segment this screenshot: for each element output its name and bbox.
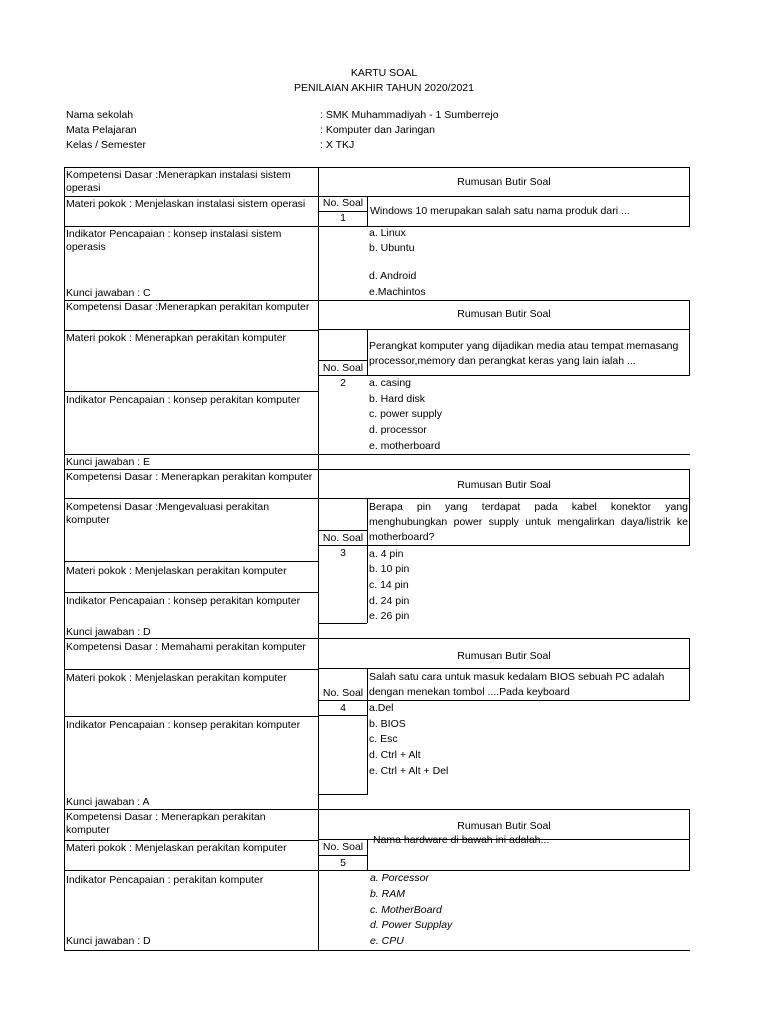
card-3-question-line-3: motherboard?	[369, 531, 435, 543]
card-5-option-e: e. CPU	[370, 935, 404, 947]
card-5-rumusan-label: Rumusan Butir Soal	[457, 820, 551, 832]
card-1-option-b: b. Ubuntu	[369, 242, 415, 254]
info-value-subject: : Komputer dan Jaringan	[320, 124, 435, 136]
card-5-no-soal: 5	[340, 857, 346, 869]
card-5-option-a: a. Porcessor	[370, 872, 429, 884]
card-4-question-line-2: dengan menekan tombol ....Pada keyboard	[369, 686, 570, 698]
card-5-indikator: Indikator Pencapaian : perakitan komputer	[66, 874, 264, 886]
card-3-indikator: Indikator Pencapaian : konsep perakitan komputer	[66, 595, 301, 607]
card-4-option-b: b. BIOS	[369, 718, 406, 730]
card-2-option-a: a. casing	[369, 377, 412, 389]
card-3-option-c: c. 14 pin	[369, 579, 409, 591]
card-2-no-soal-label: No. Soal	[322, 362, 364, 374]
card-4-option-c: c. Esc	[369, 733, 398, 745]
card-3-rumusan-label: Rumusan Butir Soal	[457, 479, 551, 491]
card-5-question: Nama hardware di bawah ini adalah...	[373, 834, 550, 846]
card-3-kompetensi: Kompetensi Dasar : Menerapkan perakitan komputer	[66, 471, 313, 483]
card-1-option-d: d. Android	[369, 270, 417, 282]
card-1-option-a: a. Linux	[369, 227, 406, 239]
card-2-option-d: d. processor	[369, 424, 427, 436]
card-1-kunci: Kunci jawaban : C	[66, 287, 151, 299]
info-label-school: Nama sekolah	[66, 109, 134, 121]
card-3-option-d: d. 24 pin	[369, 595, 410, 607]
card-2-question-line-2: processor,memory dan perangkat keras yang lain ialah ...	[369, 355, 636, 367]
info-value-class: : X TKJ	[320, 139, 355, 151]
card-1-indikator: Indikator Pencapaian : konsep instalasi sistem operasis	[66, 228, 282, 253]
card-2-no-soal: 2	[340, 377, 346, 389]
card-2-kunci: Kunci jawaban : E	[66, 456, 151, 468]
card-3-option-e: e. 26 pin	[369, 610, 410, 622]
doc-title: KARTU SOAL	[350, 67, 418, 79]
card-1-no-soal: 1	[340, 212, 346, 224]
card-4-question-line-1: Salah satu cara untuk masuk kedalam BIOS sebuah PC adalah	[369, 671, 665, 683]
card-4-rumusan-label: Rumusan Butir Soal	[457, 650, 551, 662]
card-3-kunci: Kunci jawaban : D	[66, 626, 151, 638]
card-5-kunci: Kunci jawaban : D	[66, 935, 151, 947]
card-2-question-line-1: Perangkat komputer yang dijadikan media atau tempat memasang	[369, 340, 679, 352]
doc-subtitle: PENILAIAN AKHIR TAHUN 2020/2021	[294, 82, 474, 94]
card-5-option-d: d. Power Supplay	[370, 919, 453, 931]
card-4-kunci: Kunci jawaban : A	[66, 796, 150, 808]
card-2-rumusan-label: Rumusan Butir Soal	[457, 308, 551, 320]
card-4-no-soal-label: No. Soal	[322, 687, 364, 699]
card-4-materi: Materi pokok : Menjelaskan perakitan komputer	[66, 672, 287, 684]
card-2-option-c: c. power supply	[369, 408, 442, 420]
card-4-kompetensi: Kompetensi Dasar : Memahami perakitan komputer	[66, 641, 306, 653]
info-label-class: Kelas / Semester	[66, 139, 146, 151]
card-1-materi: Materi pokok : Menjelaskan instalasi sistem operasi	[66, 198, 306, 210]
card-1-rumusan-label: Rumusan Butir Soal	[457, 176, 551, 188]
card-3-question-line-1: Berapa pin yang terdapat pada kabel konektor yang	[369, 501, 688, 513]
card-2-option-e: e. motherboard	[369, 440, 441, 452]
card-3-option-b: b. 10 pin	[369, 563, 410, 575]
card-2-materi: Materi pokok : Menerapkan perakitan komputer	[66, 332, 287, 344]
card-3-kompetensi-2: Kompetensi Dasar :Mengevaluasi perakitan komputer	[66, 501, 270, 526]
info-value-school: : SMK Muhammadiyah - 1 Sumberrejo	[320, 109, 499, 121]
card-2-option-b: b. Hard disk	[369, 393, 426, 405]
card-3-no-soal-label: No. Soal	[322, 532, 364, 544]
card-1-question: Windows 10 merupakan salah satu nama produk dari ...	[370, 205, 630, 217]
card-3-materi: Materi pokok : Menjelaskan perakitan komputer	[66, 565, 287, 577]
card-5-kompetensi: Kompetensi Dasar : Menerapkan perakitan komputer	[66, 811, 266, 836]
card-5-option-b: b. RAM	[370, 888, 406, 900]
card-3-question-line-2: menghubungkan power supply untuk mengalirkan daya/listrik ke	[369, 516, 688, 528]
card-5-no-soal-label: No. Soal	[322, 841, 364, 853]
card-4-option-e: e. Ctrl + Alt + Del	[369, 765, 449, 777]
card-1-no-soal-label: No. Soal	[322, 197, 364, 209]
card-4-no-soal: 4	[340, 702, 346, 714]
card-3-option-a: a. 4 pin	[369, 548, 404, 560]
card-4-indikator: Indikator Pencapaian : konsep perakitan komputer	[66, 719, 301, 731]
info-label-subject: Mata Pelajaran	[66, 124, 137, 136]
card-2-kompetensi: Kompetensi Dasar :Menerapkan perakitan komputer	[66, 301, 310, 313]
card-1-option-e: e.Machintos	[369, 286, 426, 298]
card-5-materi: Materi pokok : Menjelaskan perakitan komputer	[66, 842, 287, 854]
card-1-kompetensi: Kompetensi Dasar :Menerapkan instalasi sistem operasi	[66, 169, 291, 194]
card-4-option-d: d. Ctrl + Alt	[369, 749, 421, 761]
card-3-no-soal: 3	[340, 547, 346, 559]
card-4-option-a: a.Del	[369, 702, 394, 714]
card-5-option-c: c. MotherBoard	[370, 904, 442, 916]
card-2-indikator: Indikator Pencapaian : konsep perakitan komputer	[66, 394, 301, 406]
